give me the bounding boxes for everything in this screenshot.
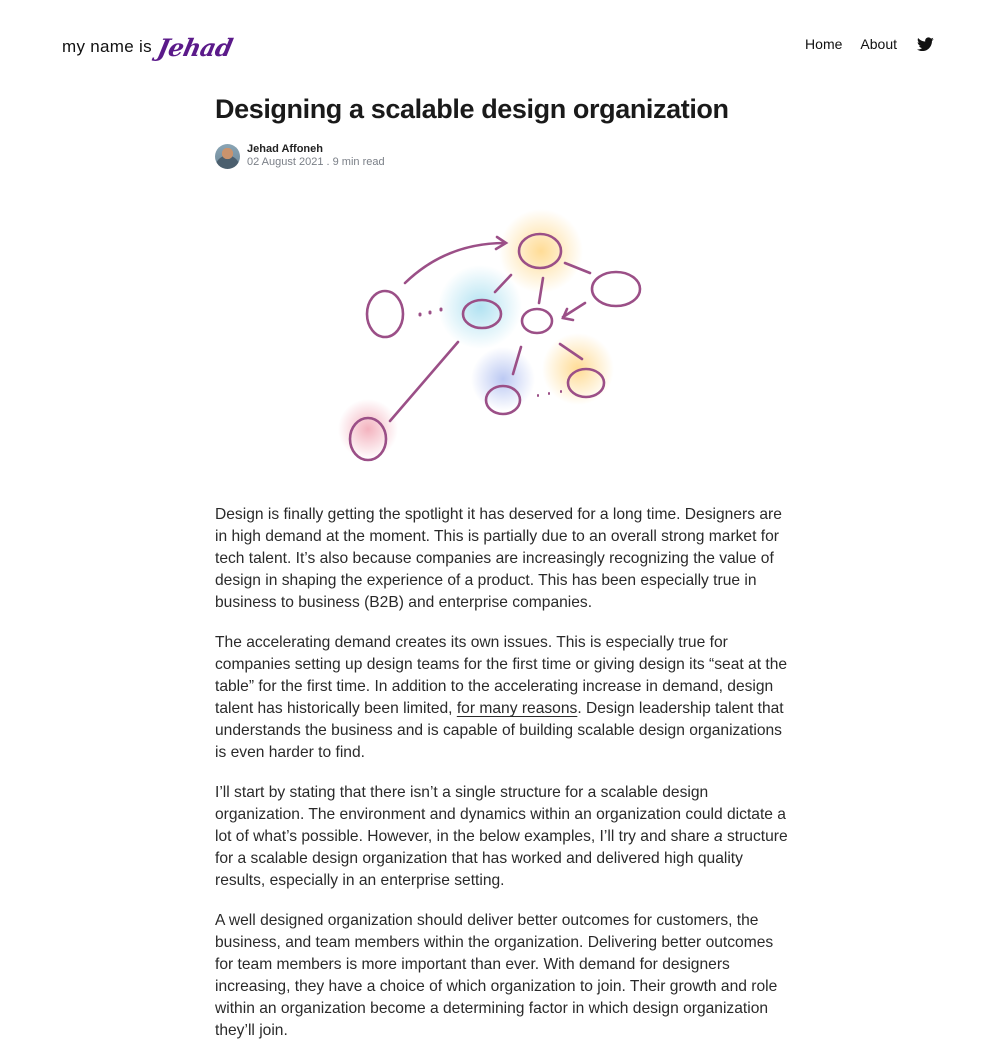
article-title: Designing a scalable design organization — [215, 94, 729, 124]
paragraph-4 — [215, 910, 790, 1042]
main-nav — [787, 36, 934, 52]
twitter-icon[interactable] — [917, 37, 934, 52]
byline — [215, 143, 790, 169]
site-header — [0, 0, 1000, 95]
author-avatar — [215, 144, 240, 169]
node-center — [522, 309, 552, 333]
paragraph-3-text-b: structure for a scalable design organization that has worked and delivered high quality results, especially in an enterprise setting. — [215, 828, 788, 889]
author-name: Jehad Affoneh — [247, 143, 323, 155]
paragraph-2-text-a: The accelerating demand creates its own issues. This is especially true for companies setting up design teams for the first time or giving design its “seat at the table” for the first time. In addition to the accelerating increase in demand, design talent has historically been limited, — [215, 634, 788, 717]
paragraph-3-emphasis: a — [713, 828, 723, 845]
publish-date: 02 August 2021 . 9 min read — [247, 156, 385, 168]
article-body — [215, 504, 790, 1042]
node-right — [592, 272, 640, 306]
paragraph-4-text: A well designed organization should deliver better outcomes for customers, the business, and team members within the organization. Delivering better outcomes for team members is more important than ever. With demand for designers increasing, they have a choice of which organization to join. Their growth and role within an organization become a determining factor in which design organization they’ll join. — [215, 912, 778, 1039]
nav-about-link[interactable]: About — [860, 36, 897, 52]
logo-name: Jehad — [154, 32, 235, 62]
for-many-reasons-link[interactable]: for many reasons — [456, 700, 578, 717]
nav-home-link[interactable]: Home — [805, 36, 843, 52]
paragraph-2-text-b: . Design leadership talent that understands the business and is capable of building scalable design organizations is even harder to find. — [215, 700, 784, 761]
paragraph-3 — [215, 782, 790, 892]
site-logo[interactable] — [62, 30, 235, 64]
org-sketch-illustration — [215, 199, 790, 469]
article — [215, 90, 790, 1060]
logo-prefix: my name is — [62, 37, 152, 56]
byline-meta — [247, 143, 385, 169]
paragraph-2 — [215, 632, 790, 764]
paragraph-1 — [215, 504, 790, 614]
paragraph-1-text: Design is finally getting the spotlight it has deserved for a long time. Designers are in high demand at the moment. This is partially due to an overall strong market for tech talent. It’s also because companies are increasingly recognizing the value of design in shaping the experience of a product. This has been especially true in business to business (B2B) and enterprise companies. — [215, 506, 782, 611]
paragraph-3-text-a: I’ll start by stating that there isn’t a single structure for a scalable design organization. The environment and dynamics within an organization could dictate a lot of what’s possible. However, in the below examples, I’ll try and share — [215, 784, 786, 845]
node-left — [367, 291, 403, 337]
